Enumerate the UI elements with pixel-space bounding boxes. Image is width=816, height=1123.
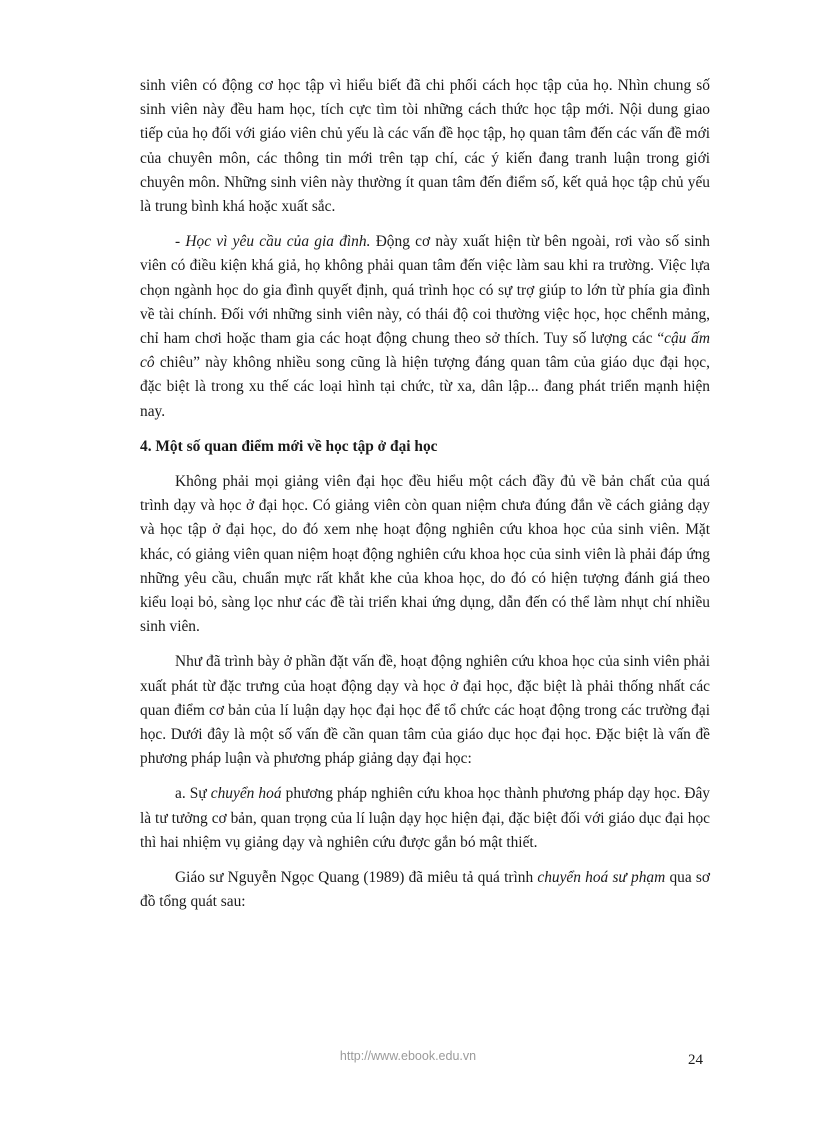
footer-url: http://www.ebook.edu.vn <box>339 1049 477 1063</box>
paragraph-research-activity: Như đã trình bày ở phần đặt vấn đề, hoạt động nghiên cứu khoa học của sinh viên phải xuất phát từ đặc trưng của hoạt động dạy và học ở đại học, đặc biệt là phải thống nhất các quan điểm cơ bản của lí luận dạy học đại học để tổ chức các hoạt động trong các trường đại học. Dưới đây là một số vấn đề cần quan tâm của giáo dục học đại học. Đặc biệt là vấn đề phương pháp luận và phương pháp giảng dạy đại học: <box>140 653 710 768</box>
paragraph-text: Động cơ này xuất hiện từ bên ngoài, rơi vào số sinh viên có điều kiện khá giả, họ không phải quan tâm đến việc làm sau khi ra trường. Việc lựa chọn ngành học do gia đình quyết định, quá trình học có sự trợ giúp to lớn từ phía gia đình về tài chính. Đối với những sinh viên này, có thái độ coi thường việc học, học chểnh mảng, chỉ ham chơi hoặc tham gia các hoạt động chung theo sở thích. Tuy số lượng các “ <box>140 233 710 348</box>
paragraph-diagram-intro <box>140 866 710 914</box>
page-body <box>140 74 710 915</box>
paragraph-lecturer-views: Không phải mọi giảng viên đại học đều hiểu một cách đầy đủ về bản chất của quá trình dạy và học ở đại học. Có giảng viên còn quan niệm chưa đúng đắn về cách giảng dạy và học tập ở đại học, do đó xem nhẹ hoạt động nghiên cứu khoa học của sinh viên. Mặt khác, có giảng viên quan niệm hoạt động nghiên cứu khoa học của sinh viên là phải đáp ứng những yêu cầu, chuẩn mực rất khắt khe của khoa học, do đó có hiện tượng đánh giá theo kiểu loại bỏ, sàng lọc như các đề tài triển khai ứng dụng, dẫn đến có thể làm nhụt chí nhiều sinh viên. <box>140 473 710 636</box>
paragraph-text: phương pháp nghiên cứu khoa học thành phương pháp dạy học. Đây là tư tưởng cơ bản, quan trọng của lí luận dạy học hiện đại, đặc biệt đối với giáo dục đại học thì hai nhiệm vụ giảng dạy và nghiên cứu được gắn bó mật thiết. <box>140 785 710 851</box>
paragraph-text: qua sơ đồ tổng quát sau: <box>140 869 710 911</box>
italic-lead-phrase: - Học vì yêu cầu của gia đình. <box>175 233 371 251</box>
italic-phrase: chuyển hoá sư phạm <box>537 869 666 887</box>
section-heading: 4. Một số quan điểm mới về học tập ở đại học <box>140 437 438 455</box>
paragraph-transformation <box>140 782 710 855</box>
paragraph-motivation-knowledge: sinh viên có động cơ học tập vì hiểu biết đã chi phối cách học tập của họ. Nhìn chung số sinh viên này đều ham học, tích cực tìm tòi những cách thức học tập mới. Nội dung giao tiếp của họ đối với giáo viên chủ yếu là các vấn đề học tập, họ quan tâm đến các vấn đề mới của chuyên môn, các thông tin mới trên tạp chí, các ý kiến đang tranh luận trong giới chuyên môn. Những sinh viên này thường ít quan tâm đến điểm số, kết quả học tập chủ yếu là trung bình khá hoặc xuất sắc. <box>140 77 710 216</box>
paragraph-text: a. Sự <box>175 785 211 803</box>
italic-phrase: chuyển hoá <box>210 785 282 803</box>
italic-phrase: cậu ấm cô <box>140 330 710 372</box>
page-number: 24 <box>688 1052 703 1068</box>
paragraph-text: chiêu” này không nhiều song cũng là hiện tượng đáng quan tâm của giáo dục đại học, đặc biệt là trong xu thế các loại hình tại chức, từ xa, dân lập... đang phát triển mạnh hiện nay. <box>140 354 710 420</box>
paragraph-family-requirement <box>140 230 710 424</box>
paragraph-text: Giáo sư Nguyễn Ngọc Quang (1989) đã miêu tả quá trình <box>175 869 538 887</box>
